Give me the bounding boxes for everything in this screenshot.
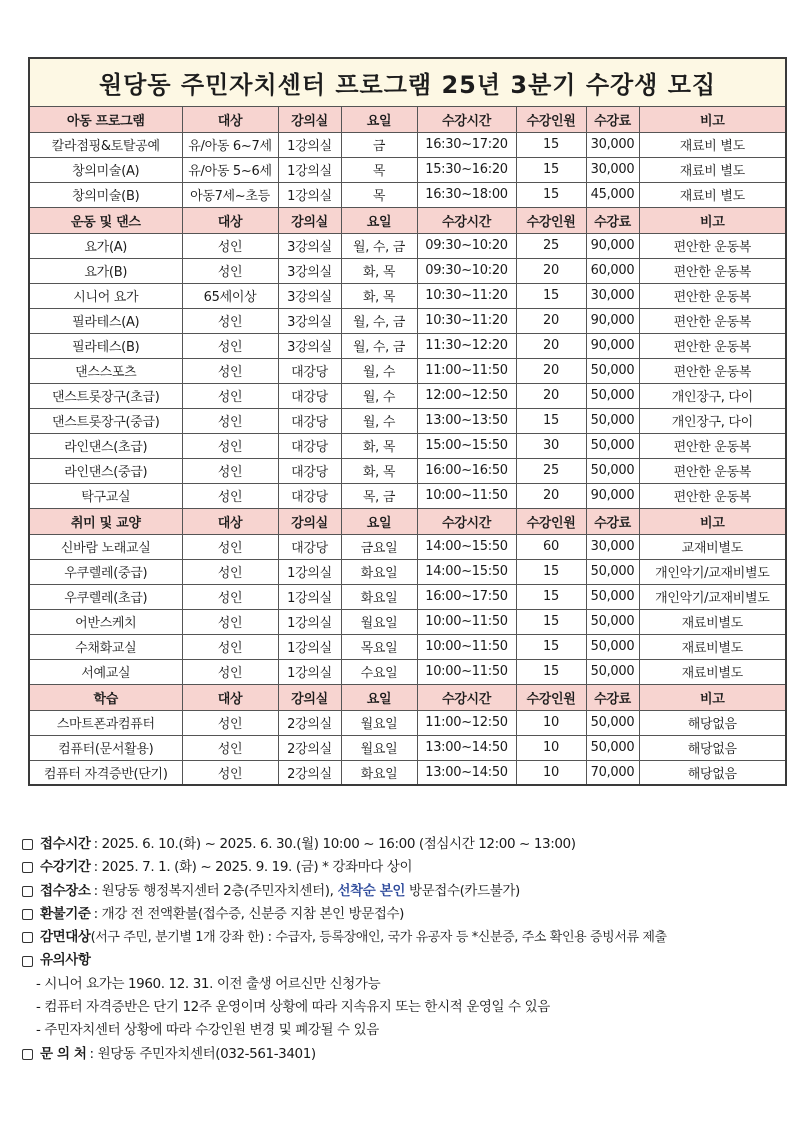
- capacity-cell: 15: [516, 182, 586, 207]
- days-cell: 수요일: [341, 659, 417, 684]
- time-cell: 16:00~17:50: [417, 584, 516, 609]
- capacity-cell: 20: [516, 333, 586, 358]
- note-cell: 개인악기/교재비별도: [639, 559, 786, 584]
- column-header: 수강료: [586, 508, 639, 534]
- fee-cell: 50,000: [586, 735, 639, 760]
- notes-section: [22, 833, 792, 1066]
- fee-cell: 50,000: [586, 609, 639, 634]
- fee-cell: 70,000: [586, 760, 639, 785]
- room-cell: 1강의실: [278, 584, 341, 609]
- note-text: : 원당동 주민자치센터(032-561-3401): [89, 1045, 316, 1062]
- program-name: 댄스스포츠: [29, 358, 182, 383]
- table-row: [29, 584, 786, 609]
- note-contact: [22, 1043, 792, 1066]
- program-name: 라인댄스(중급): [29, 458, 182, 483]
- column-header: 비고: [639, 508, 786, 534]
- note-cell: 해당없음: [639, 735, 786, 760]
- fee-cell: 50,000: [586, 358, 639, 383]
- room-cell: 1강의실: [278, 609, 341, 634]
- fee-cell: 50,000: [586, 433, 639, 458]
- fee-cell: 50,000: [586, 458, 639, 483]
- note-cell: 편안한 운동복: [639, 458, 786, 483]
- table-row: [29, 760, 786, 785]
- caution-item: - 주민자치센터 상황에 따라 수강인원 변경 및 폐강될 수 있음: [36, 1022, 379, 1039]
- note-cell: 편안한 운동복: [639, 258, 786, 283]
- target-cell: 아동7세~초등: [182, 182, 278, 207]
- fee-cell: 50,000: [586, 659, 639, 684]
- target-cell: 성인: [182, 710, 278, 735]
- program-name: 시니어 요가: [29, 283, 182, 308]
- program-name: 칼라점핑&토탈공예: [29, 132, 182, 157]
- time-cell: 09:30~10:20: [417, 258, 516, 283]
- note-cell: 재료비 별도: [639, 182, 786, 207]
- note-label: 접수시간: [40, 836, 91, 852]
- table-row: [29, 609, 786, 634]
- room-cell: 1강의실: [278, 157, 341, 182]
- column-header: 수강료: [586, 684, 639, 710]
- note-cell: 편안한 운동복: [639, 433, 786, 458]
- days-cell: 월요일: [341, 735, 417, 760]
- table-row: [29, 634, 786, 659]
- note-cell: 편안한 운동복: [639, 283, 786, 308]
- table-body: [29, 106, 786, 785]
- table-row: [29, 383, 786, 408]
- days-cell: 월, 수, 금: [341, 333, 417, 358]
- target-cell: 성인: [182, 358, 278, 383]
- fee-cell: 90,000: [586, 483, 639, 508]
- room-cell: 2강의실: [278, 735, 341, 760]
- note-label: 수강기간: [40, 859, 91, 876]
- capacity-cell: 15: [516, 609, 586, 634]
- time-cell: 13:00~14:50: [417, 760, 516, 785]
- table-row: [29, 358, 786, 383]
- checkbox-icon: [22, 1049, 33, 1060]
- note-label: 문 의 처: [40, 1045, 87, 1062]
- room-cell: 2강의실: [278, 710, 341, 735]
- time-cell: 10:30~11:20: [417, 283, 516, 308]
- fee-cell: 50,000: [586, 383, 639, 408]
- target-cell: 65세이상: [182, 283, 278, 308]
- program-name: 신바람 노래교실: [29, 534, 182, 559]
- fee-cell: 90,000: [586, 308, 639, 333]
- program-name: 스마트폰과컴퓨터: [29, 710, 182, 735]
- time-cell: 13:00~14:50: [417, 735, 516, 760]
- capacity-cell: 15: [516, 157, 586, 182]
- column-header: 대상: [182, 508, 278, 534]
- column-header: 요일: [341, 207, 417, 233]
- table-row: [29, 735, 786, 760]
- column-header: 수강인원: [516, 207, 586, 233]
- days-cell: 월, 수: [341, 358, 417, 383]
- room-cell: 2강의실: [278, 760, 341, 785]
- time-cell: 10:00~11:50: [417, 634, 516, 659]
- program-name: 탁구교실: [29, 483, 182, 508]
- target-cell: 성인: [182, 659, 278, 684]
- room-cell: 3강의실: [278, 258, 341, 283]
- note-cautions: [22, 949, 792, 972]
- program-name: 수채화교실: [29, 634, 182, 659]
- fee-cell: 50,000: [586, 408, 639, 433]
- table-row: [29, 534, 786, 559]
- column-header: 강의실: [278, 207, 341, 233]
- capacity-cell: 15: [516, 132, 586, 157]
- note-cell: 해당없음: [639, 710, 786, 735]
- column-header: 비고: [639, 684, 786, 710]
- column-header: 수강인원: [516, 684, 586, 710]
- program-name: 우쿠렐레(중급): [29, 559, 182, 584]
- table-row: [29, 483, 786, 508]
- target-cell: 유/아동 6~7세: [182, 132, 278, 157]
- capacity-cell: 15: [516, 283, 586, 308]
- table-row: [29, 659, 786, 684]
- note-label: 감면대상: [40, 929, 91, 946]
- note-text: : 2025. 7. 1. (화) ~ 2025. 9. 19. (금) * 강좌마다 상이: [93, 859, 413, 876]
- note-cell: 편안한 운동복: [639, 483, 786, 508]
- section-title: 학습: [29, 684, 182, 710]
- column-header: 요일: [341, 508, 417, 534]
- table-row: [29, 182, 786, 207]
- checkbox-icon: [22, 862, 33, 873]
- time-cell: 16:00~16:50: [417, 458, 516, 483]
- fee-cell: 50,000: [586, 584, 639, 609]
- section-header-row: [29, 106, 786, 132]
- table-row: [29, 559, 786, 584]
- column-header: 요일: [341, 106, 417, 132]
- column-header: 수강료: [586, 207, 639, 233]
- time-cell: 10:00~11:50: [417, 483, 516, 508]
- days-cell: 목, 금: [341, 483, 417, 508]
- capacity-cell: 30: [516, 433, 586, 458]
- capacity-cell: 25: [516, 458, 586, 483]
- fee-cell: 50,000: [586, 559, 639, 584]
- note-refund: [22, 903, 792, 926]
- fee-cell: 60,000: [586, 258, 639, 283]
- program-name: 댄스트롯장구(중급): [29, 408, 182, 433]
- days-cell: 화, 목: [341, 283, 417, 308]
- capacity-cell: 10: [516, 735, 586, 760]
- target-cell: 성인: [182, 760, 278, 785]
- target-cell: 성인: [182, 333, 278, 358]
- note-text: : 개강 전 전액환불(접수증, 신분증 지참 본인 방문접수): [93, 905, 405, 922]
- note-cell: 개인장구, 다이: [639, 383, 786, 408]
- time-cell: 14:00~15:50: [417, 559, 516, 584]
- table-row: [29, 157, 786, 182]
- table-row: [29, 458, 786, 483]
- page-title: 원당동 주민자치센터 프로그램 25년 3분기 수강생 모집: [29, 58, 786, 106]
- column-header: 강의실: [278, 106, 341, 132]
- section-title: 취미 및 교양: [29, 508, 182, 534]
- target-cell: 성인: [182, 584, 278, 609]
- section-header-row: [29, 207, 786, 233]
- note-label: 환불기준: [40, 905, 91, 922]
- days-cell: 화, 목: [341, 458, 417, 483]
- room-cell: 1강의실: [278, 559, 341, 584]
- program-table: [28, 57, 787, 786]
- time-cell: 12:00~12:50: [417, 383, 516, 408]
- time-cell: 10:30~11:20: [417, 308, 516, 333]
- days-cell: 월, 수, 금: [341, 233, 417, 258]
- program-name: 창의미술(A): [29, 157, 182, 182]
- checkbox-icon: [22, 956, 33, 967]
- program-name: 라인댄스(초급): [29, 433, 182, 458]
- column-header: 요일: [341, 684, 417, 710]
- checkbox-icon: [22, 909, 33, 920]
- days-cell: 금요일: [341, 534, 417, 559]
- room-cell: 대강당: [278, 408, 341, 433]
- caution-item: - 시니어 요가는 1960. 12. 31. 이전 출생 어르신만 신청가능: [36, 975, 381, 992]
- column-header: 수강인원: [516, 508, 586, 534]
- room-cell: 3강의실: [278, 283, 341, 308]
- column-header: 비고: [639, 207, 786, 233]
- room-cell: 1강의실: [278, 659, 341, 684]
- program-name: 요가(A): [29, 233, 182, 258]
- capacity-cell: 15: [516, 408, 586, 433]
- time-cell: 10:00~11:50: [417, 609, 516, 634]
- column-header: 수강시간: [417, 508, 516, 534]
- column-header: 수강인원: [516, 106, 586, 132]
- time-cell: 10:00~11:50: [417, 659, 516, 684]
- capacity-cell: 10: [516, 760, 586, 785]
- program-name: 댄스트롯장구(초급): [29, 383, 182, 408]
- target-cell: 성인: [182, 634, 278, 659]
- target-cell: 성인: [182, 383, 278, 408]
- caution-item: - 컴퓨터 자격증반은 단기 12주 운영이며 상황에 따라 지속유지 또는 한시적 운영일 수 있음: [36, 999, 550, 1016]
- program-name: 요가(B): [29, 258, 182, 283]
- time-cell: 16:30~17:20: [417, 132, 516, 157]
- note-label: 접수장소: [40, 882, 91, 899]
- program-name: 필라테스(B): [29, 333, 182, 358]
- room-cell: 3강의실: [278, 333, 341, 358]
- target-cell: 성인: [182, 609, 278, 634]
- fee-cell: 30,000: [586, 534, 639, 559]
- room-cell: 대강당: [278, 458, 341, 483]
- table-row: [29, 132, 786, 157]
- note-cell: 편안한 운동복: [639, 233, 786, 258]
- capacity-cell: 15: [516, 659, 586, 684]
- note-cell: 편안한 운동복: [639, 333, 786, 358]
- table-row: [29, 258, 786, 283]
- capacity-cell: 15: [516, 559, 586, 584]
- days-cell: 목: [341, 182, 417, 207]
- note-text: : 원당동 행정복지센터 2층(주민자치센터),: [93, 882, 334, 899]
- capacity-cell: 20: [516, 483, 586, 508]
- target-cell: 성인: [182, 559, 278, 584]
- column-header: 대상: [182, 207, 278, 233]
- days-cell: 월, 수: [341, 383, 417, 408]
- capacity-cell: 15: [516, 584, 586, 609]
- target-cell: 성인: [182, 308, 278, 333]
- target-cell: 성인: [182, 534, 278, 559]
- note-reception-place: [22, 880, 792, 903]
- room-cell: 대강당: [278, 483, 341, 508]
- time-cell: 11:00~11:50: [417, 358, 516, 383]
- capacity-cell: 60: [516, 534, 586, 559]
- column-header: 수강시간: [417, 106, 516, 132]
- days-cell: 목: [341, 157, 417, 182]
- note-cell: 편안한 운동복: [639, 308, 786, 333]
- days-cell: 화, 목: [341, 433, 417, 458]
- time-cell: 14:00~15:50: [417, 534, 516, 559]
- note-cell: 교재비별도: [639, 534, 786, 559]
- target-cell: 성인: [182, 433, 278, 458]
- column-header: 비고: [639, 106, 786, 132]
- capacity-cell: 20: [516, 358, 586, 383]
- target-cell: 성인: [182, 408, 278, 433]
- time-cell: 09:30~10:20: [417, 233, 516, 258]
- checkbox-icon: [22, 932, 33, 943]
- room-cell: 대강당: [278, 534, 341, 559]
- checkbox-icon: [22, 839, 33, 850]
- column-header: 강의실: [278, 684, 341, 710]
- column-header: 수강시간: [417, 207, 516, 233]
- room-cell: 3강의실: [278, 233, 341, 258]
- checkbox-icon: [22, 886, 33, 897]
- capacity-cell: 25: [516, 233, 586, 258]
- note-cell: 개인악기/교재비별도: [639, 584, 786, 609]
- section-title: 운동 및 댄스: [29, 207, 182, 233]
- days-cell: 월, 수: [341, 408, 417, 433]
- target-cell: 성인: [182, 258, 278, 283]
- table-row: [29, 333, 786, 358]
- capacity-cell: 10: [516, 710, 586, 735]
- time-cell: 16:30~18:00: [417, 182, 516, 207]
- note-cell: 재료비별도: [639, 659, 786, 684]
- section-header-row: [29, 508, 786, 534]
- note-text: 방문접수(카드불가): [409, 882, 520, 899]
- column-header: 수강시간: [417, 684, 516, 710]
- note-cell: 개인장구, 다이: [639, 408, 786, 433]
- room-cell: 대강당: [278, 383, 341, 408]
- days-cell: 화요일: [341, 584, 417, 609]
- note-discount: [22, 926, 792, 949]
- note-reception-time: [22, 833, 792, 856]
- fee-cell: 50,000: [586, 634, 639, 659]
- table-row: [29, 408, 786, 433]
- note-cell: 편안한 운동복: [639, 358, 786, 383]
- section-title: 아동 프로그램: [29, 106, 182, 132]
- note-text: : 2025. 6. 10.(화) ~ 2025. 6. 30.(월) 10:00 ~ 16:00 (점심시간 12:00 ~ 13:00): [93, 836, 576, 852]
- table-row: [29, 710, 786, 735]
- fee-cell: 30,000: [586, 157, 639, 182]
- note-cell: 재료비별도: [639, 634, 786, 659]
- fee-cell: 90,000: [586, 333, 639, 358]
- time-cell: 11:30~12:20: [417, 333, 516, 358]
- program-name: 컴퓨터(문서활용): [29, 735, 182, 760]
- fee-cell: 50,000: [586, 710, 639, 735]
- days-cell: 금: [341, 132, 417, 157]
- room-cell: 1강의실: [278, 634, 341, 659]
- note-cell: 재료비 별도: [639, 132, 786, 157]
- table-row: [29, 433, 786, 458]
- note-cell: 재료비별도: [639, 609, 786, 634]
- target-cell: 성인: [182, 458, 278, 483]
- table-row: [29, 283, 786, 308]
- room-cell: 1강의실: [278, 132, 341, 157]
- days-cell: 화요일: [341, 559, 417, 584]
- program-name: 우쿠렐레(초급): [29, 584, 182, 609]
- time-cell: 13:00~13:50: [417, 408, 516, 433]
- days-cell: 화, 목: [341, 258, 417, 283]
- capacity-cell: 20: [516, 258, 586, 283]
- days-cell: 월, 수, 금: [341, 308, 417, 333]
- table-row: [29, 233, 786, 258]
- capacity-cell: 20: [516, 383, 586, 408]
- column-header: 수강료: [586, 106, 639, 132]
- note-text: (서구 주민, 분기별 1개 강좌 한) : 수급자, 등록장애인, 국가 유공자 등 *신분증, 주소 확인용 증빙서류 제출: [90, 930, 667, 946]
- target-cell: 성인: [182, 735, 278, 760]
- table-row: [29, 308, 786, 333]
- note-cell: 해당없음: [639, 760, 786, 785]
- note-highlight: 선착순 본인: [337, 882, 405, 899]
- target-cell: 성인: [182, 483, 278, 508]
- column-header: 대상: [182, 684, 278, 710]
- note-label: 유의사항: [40, 952, 91, 969]
- fee-cell: 30,000: [586, 283, 639, 308]
- note-cell: 재료비 별도: [639, 157, 786, 182]
- section-header-row: [29, 684, 786, 710]
- room-cell: 대강당: [278, 358, 341, 383]
- program-name: 필라테스(A): [29, 308, 182, 333]
- room-cell: 1강의실: [278, 182, 341, 207]
- note-course-period: [22, 856, 792, 879]
- column-header: 대상: [182, 106, 278, 132]
- fee-cell: 90,000: [586, 233, 639, 258]
- target-cell: 성인: [182, 233, 278, 258]
- program-name: 어반스케치: [29, 609, 182, 634]
- target-cell: 유/아동 5~6세: [182, 157, 278, 182]
- fee-cell: 30,000: [586, 132, 639, 157]
- days-cell: 목요일: [341, 634, 417, 659]
- capacity-cell: 15: [516, 634, 586, 659]
- fee-cell: 45,000: [586, 182, 639, 207]
- days-cell: 화요일: [341, 760, 417, 785]
- days-cell: 월요일: [341, 710, 417, 735]
- time-cell: 15:00~15:50: [417, 433, 516, 458]
- capacity-cell: 20: [516, 308, 586, 333]
- room-cell: 대강당: [278, 433, 341, 458]
- days-cell: 월요일: [341, 609, 417, 634]
- time-cell: 11:00~12:50: [417, 710, 516, 735]
- room-cell: 3강의실: [278, 308, 341, 333]
- time-cell: 15:30~16:20: [417, 157, 516, 182]
- column-header: 강의실: [278, 508, 341, 534]
- program-name: 서예교실: [29, 659, 182, 684]
- program-name: 컴퓨터 자격증반(단기): [29, 760, 182, 785]
- program-name: 창의미술(B): [29, 182, 182, 207]
